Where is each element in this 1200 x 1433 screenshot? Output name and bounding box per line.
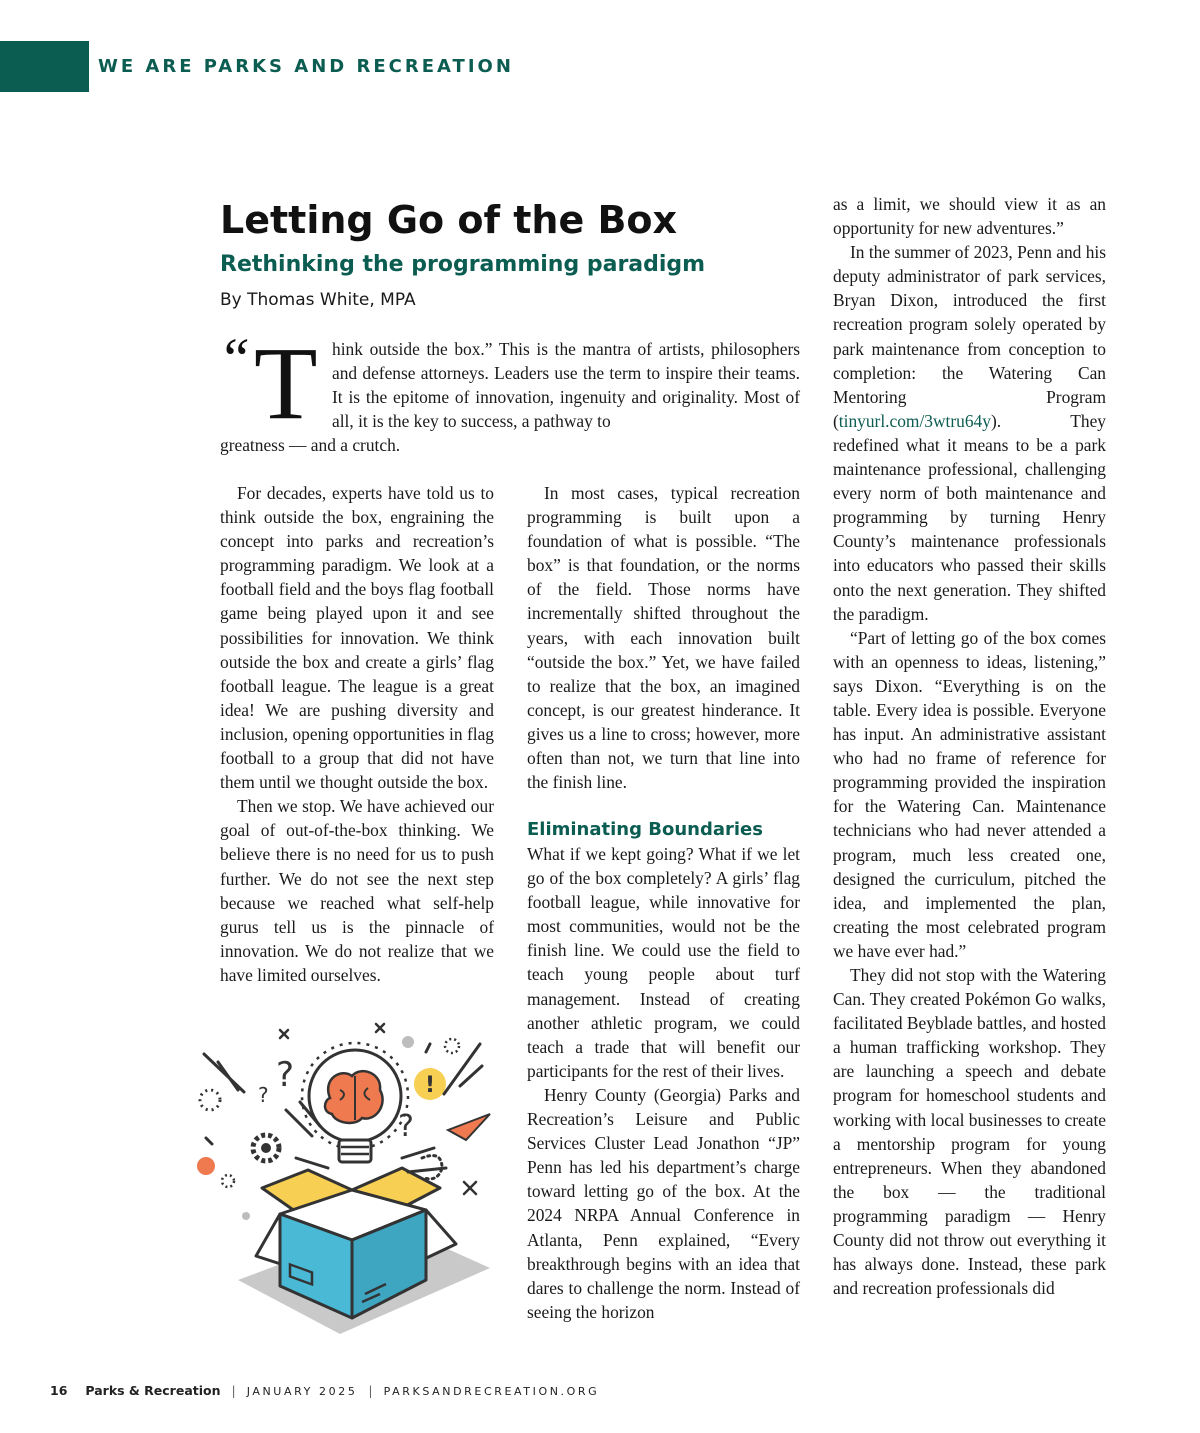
question-mark-icon: ? — [258, 1083, 269, 1107]
column-1 — [220, 481, 494, 987]
orange-dot — [197, 1157, 215, 1175]
body-text: In the summer of 2023, Penn and his deputy administrator of park services, Bryan Dixon, introduced the first recreation program solely operated by park maintenance from conception to completion: the Watering Can Mentoring Program ( — [833, 242, 1106, 431]
byline: By Thomas White, MPA — [220, 290, 416, 310]
open-quote-mark: “ — [218, 326, 251, 391]
body-text: ). They redefined what it means to be a park maintenance professional, challenging every norm of both maintenance and programming by turning Henry County’s maintenance professionals into educators who passed their skills onto the next generation. They shifted the paradigm. — [833, 410, 1106, 624]
website[interactable]: PARKSANDRECREATION.ORG — [383, 1385, 600, 1398]
body-paragraph: They did not stop with the Watering Can. They created Pokémon Go walks, facilitated Beyblade battles, and hosted a human trafficking workshop. They are launching a speech and debate program for homeschool students and working with local businesses to create a mentorship program for young entrepreneurs. When they abandoned the box — the traditional programming paradigm — Henry County did not throw out everything it has always done. Instead, these park and recreation professionals did — [833, 965, 1106, 1299]
lightbulb-box-illustration — [190, 1018, 500, 1338]
section-subhead: Eliminating Boundaries — [527, 819, 763, 840]
question-mark-icon: ? — [398, 1109, 414, 1144]
intro-paragraph-end: greatness — and a crutch. — [220, 435, 401, 455]
question-mark-icon: ? — [276, 1055, 295, 1095]
brain — [325, 1071, 383, 1123]
section-label: WE ARE PARKS AND RECREATION — [98, 56, 514, 77]
column-2-top — [527, 481, 800, 794]
intro-paragraph: hink outside the box.” This is the mantra of artists, philosophers and defense attorneys. Leaders use the term to inspire their teams. It is the epitome of innovation, ingenuity and originality. Most of all, it is the key to success, a pathway to — [332, 339, 800, 432]
column-2-bottom — [527, 842, 800, 1324]
footer-separator: | — [368, 1383, 373, 1398]
body-paragraph: Henry County (Georgia) Parks and Recreation’s Leisure and Public Services Cluster Lead Jonathon “JP” Penn has led his department’s charge toward letting go of the box. At the 2024 NRPA Annual Conference in Atlanta, Penn explained, “Every breakthrough begins with an idea that dares to challenge the norm. Instead of seeing the horizon — [527, 1084, 800, 1322]
body-paragraph: For decades, experts have told us to think outside the box, engraining the concept into parks and recreation’s programming paradigm. We look at a football field and the boys flag football game being played upon it and see possibilities for innovation. We think outside the box and create a girls’ flag football league. The league is a great idea! We are pushing diversity and inclusion, opening opportunities in flag football to a group that did not have them until we thought outside the box. — [220, 483, 494, 793]
magazine-name: Parks & Recreation — [85, 1383, 221, 1398]
drop-cap: T — [254, 326, 318, 441]
page-number: 16 — [50, 1383, 68, 1398]
body-paragraph: What if we kept going? What if we let go of the box completely? A girls’ flag football league, while innovative for most communities, would not be the finish line. We could use the field to teach young people about turf management. Instead of creating another athletic program, we could teach a trade that will benefit our participants for the rest of their lives. — [527, 844, 800, 1081]
body-paragraph: “Part of letting go of the box comes with an openness to ideas, listening,” says Dixon. “Everything is on the table. Every idea is possible. Everyone has input. An administrative assistant who had no frame of reference for programming provided the inspiration for the Watering Can. Maintenance technicians who had never attended a program, much less created one, designed the curriculum, pitched the idea, and implemented the plan, creating the most celebrated program we have ever had.” — [833, 627, 1106, 961]
body-paragraph: In most cases, typical recreation programming is built upon a foundation of what is possible. “The box” is that foundation, or the norms of the field. Those norms have incrementally shifted throughout the years, with each innovation built “outside the box.” Yet, we have failed to realize that the box, an imagined concept, is our greatest hinderance. It gives us a line to cross; however, more often than not, we turn that line into the finish line. — [527, 483, 800, 793]
issue-date: JANUARY 2025 — [246, 1385, 358, 1398]
body-paragraph — [833, 240, 1106, 626]
body-paragraph: as a limit, we should view it as an opportunity for new adventures.” — [833, 194, 1106, 239]
body-paragraph: Then we stop. We have achieved our goal of out-of-the-box thinking. We believe there is no need for us to push further. We do not see the next step because we reached what self-help gurus tell us is the pinnacle of innovation. We do not realize that we have limited ourselves. — [220, 796, 494, 985]
column-3 — [833, 192, 1106, 1300]
article-title: Letting Go of the Box — [220, 198, 678, 242]
article-subtitle: Rethinking the programming paradigm — [220, 252, 706, 277]
header-color-band — [0, 41, 89, 92]
paper-plane-icon — [448, 1114, 490, 1140]
exclamation-mark: ! — [424, 1073, 436, 1098]
page-footer — [50, 1383, 599, 1398]
program-link[interactable]: tinyurl.com/3wtru64y — [838, 410, 991, 431]
footer-separator: | — [231, 1383, 236, 1398]
